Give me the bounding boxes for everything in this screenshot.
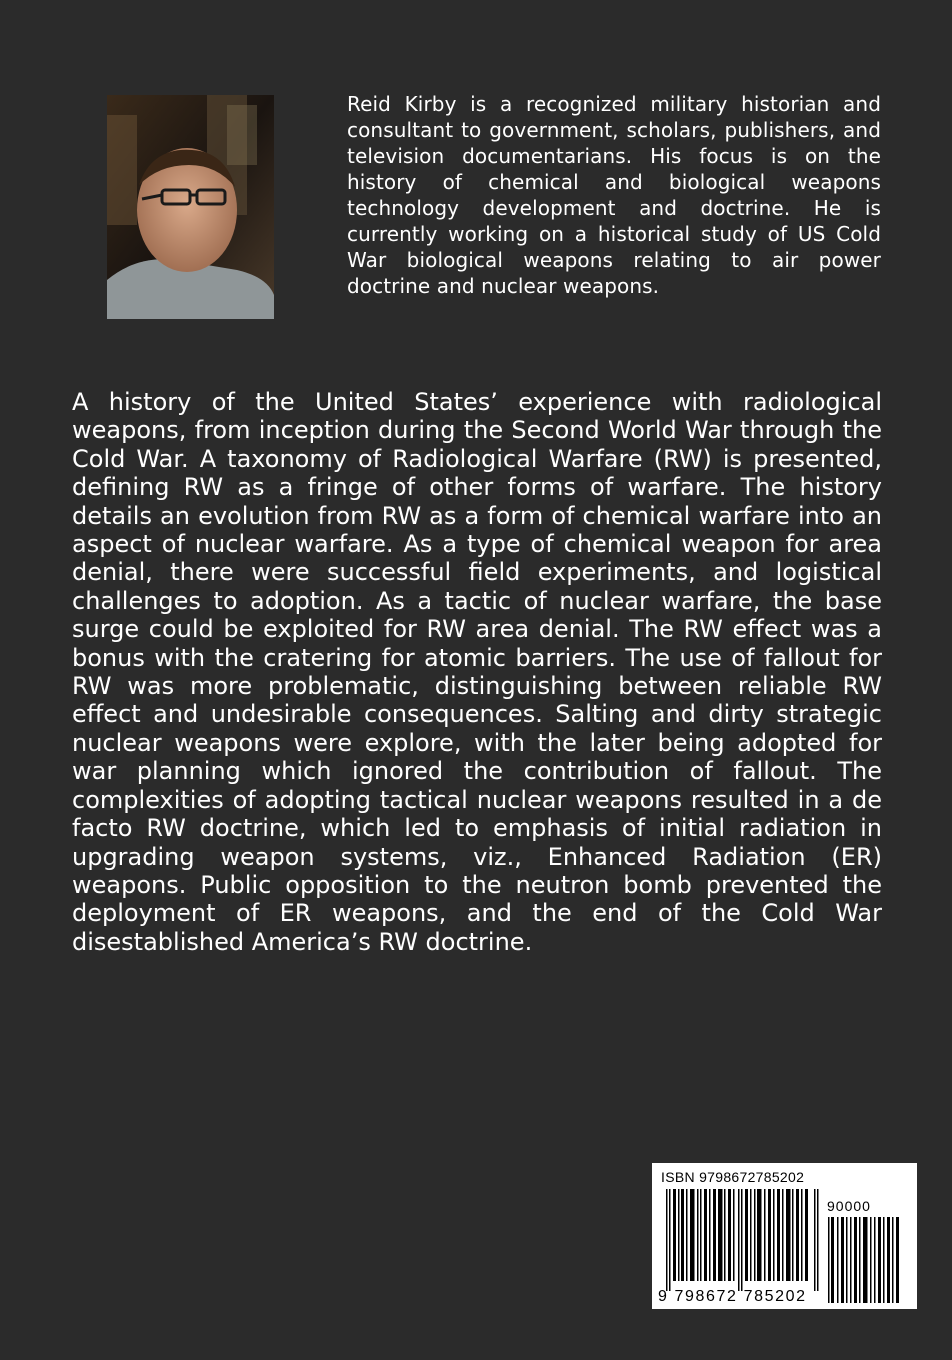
main-barcode-bars [666,1189,819,1291]
book-description: A history of the United States’ experience with radiological weapons, from inception during the Second World War through the Cold War. A taxonomy of Radiological Warfare (RW) is presented, defining RW as a fringe of other forms of warfare. The history details an evolution from RW as a form of chemical warfare into an aspect of nuclear warfare. As a type of chemical weapon for area denial, there were successful field experiments, and logistical challenges to adoption. As a tactic of nuclear warfare, the base surge could be exploited for RW area denial. The RW effect was a bonus with the cratering for atomic barriers. The use of fallout for RW was more problematic, distinguishing between reliable RW effect and undesirable consequences. Salting and dirty strategic nuclear weapons were explore, with the later being adopted for war planning which ignored the contribution of fallout. The complexities of adopting tactical nuclear weapons resulted in a de facto RW doctrine, which led to emphasis of initial radiation in upgrading weapon systems, viz., Enhanced Radiation (ER) weapons. Public opposition to the neutron bomb prevented the deployment of ER weapons, and the end of the Cold War disestablished America’s RW doctrine. [72,388,882,956]
author-bio: Reid Kirby is a recognized military historian and consultant to government, scholars, publishers, and television documentarians. His focus is on the history of chemical and biological weapons technology development and doctrine. He is currently working on a historical study of US Cold War biological weapons relating to air power doctrine and nuclear weapons. [347,92,881,298]
addon-barcode-bars [828,1217,900,1303]
isbn-label: ISBN 9798672785202 [661,1169,805,1185]
price-code: 90000 [827,1198,871,1214]
author-photo [107,95,274,319]
isbn-digits: 9 798672 785202 [658,1288,807,1305]
isbn-barcode [652,1163,917,1309]
